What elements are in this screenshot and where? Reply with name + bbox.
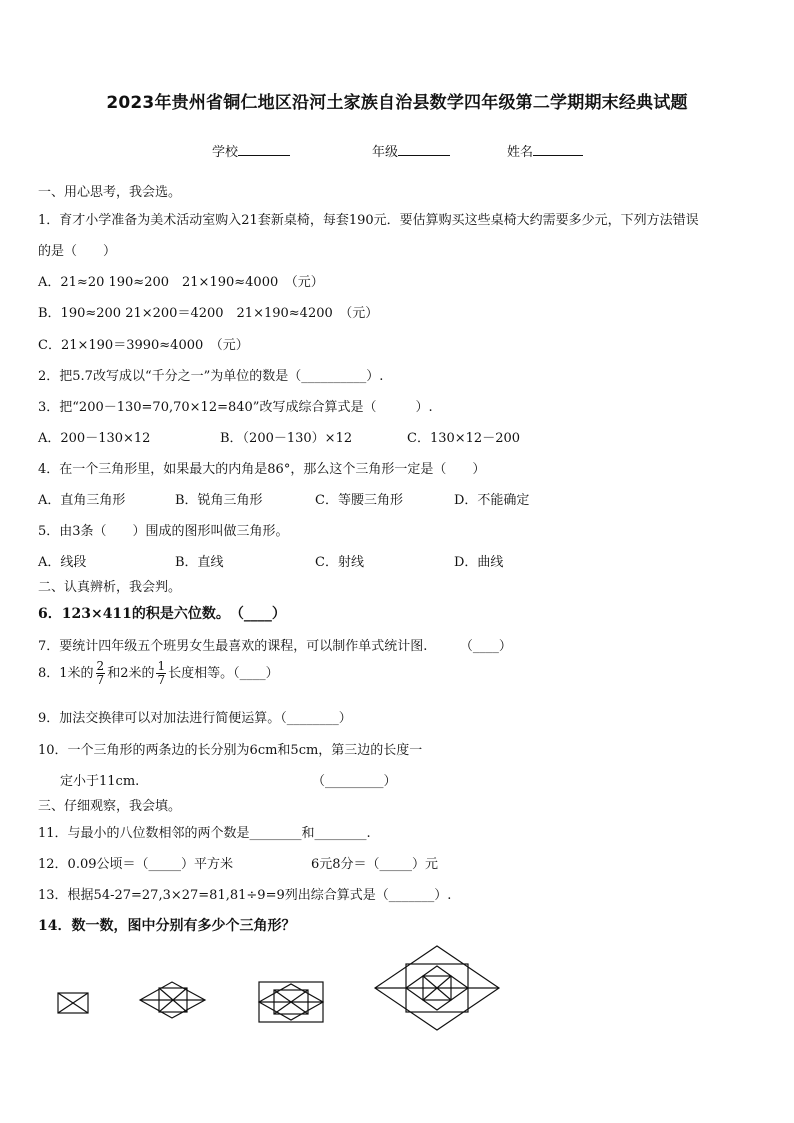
q4-option-b[interactable]: B．锐角三角形 [175, 493, 263, 508]
section-1-heading: 一、用心思考，我会选。 [38, 185, 182, 200]
name-label: 姓名 [507, 145, 534, 160]
q5-option-d[interactable]: D．曲线 [454, 555, 504, 570]
page-title: 2023年贵州省铜仁地区沿河土家族自治县数学四年级第二学期期末经典试题 [106, 93, 688, 113]
q10-stem-line1: 10．一个三角形的两条边的长分别为6cm和5cm，第三边的长度一 [38, 743, 423, 758]
q4-option-a[interactable]: A．直角三角形 [38, 493, 126, 508]
q1-option-a[interactable]: A．21≈20 190≈200 21×190≈4000 （元） [38, 275, 324, 290]
grade-label: 年级 [372, 145, 399, 160]
q8-suffix: 长度相等。（____） [168, 666, 279, 681]
q10-stem-line2: 定小于11cm. [60, 774, 140, 789]
q12-right: 6元8分＝（_____）元 [311, 857, 439, 872]
q7-stem: 7．要统计四年级五个班男女生最喜欢的课程，可以制作单式统计图. （____） [38, 639, 512, 654]
figure-4-nested-rhombus [375, 946, 499, 1030]
q9-stem: 9．加法交换律可以对加法进行简便运算。（________） [38, 711, 352, 726]
q1-stem-line2: 的是（ ） [38, 244, 117, 259]
q8-middle: 和2米的 [107, 666, 155, 681]
q13-stem: 13．根据54-27=27,3×27=81,81÷9=9列出综合算式是（_______）. [38, 888, 452, 903]
q4-option-d[interactable]: D．不能确定 [454, 493, 530, 508]
q4-stem: 4．在一个三角形里，如果最大的内角是86°，那么这个三角形一定是（ ） [38, 462, 486, 477]
q3-option-a[interactable]: A．200－130×12 [38, 431, 151, 446]
q1-stem-line1: 1．育才小学准备为美术活动室购入21套新桌椅，每套190元．要估算购买这些桌椅大约需要多少元，下列方法错误 [38, 213, 699, 228]
q5-option-b[interactable]: B．直线 [175, 555, 224, 570]
fraction-denominator: 7 [96, 673, 105, 687]
q3-option-b[interactable]: B．（200－130）×12 [220, 431, 353, 446]
fraction-numerator: 1 [157, 659, 166, 673]
q4-option-c[interactable]: C．等腰三角形 [315, 493, 403, 508]
q11-stem: 11．与最小的八位数相邻的两个数是________和________. [38, 826, 371, 841]
q1-option-b[interactable]: B．190≈200 21×200＝4200 21×190≈4200 （元） [38, 306, 379, 321]
q6-stem: 6．123×411的积是六位数。 （____） [38, 606, 286, 622]
q3-option-c[interactable]: C．130×12－200 [407, 431, 521, 446]
q5-option-a[interactable]: A．线段 [38, 555, 87, 570]
q12-left: 12．0.09公顷＝（_____）平方米 [38, 857, 233, 872]
fraction-numerator: 2 [96, 659, 105, 673]
q5-stem: 5．由3条（ ）围成的图形叫做三角形。 [38, 524, 289, 539]
q2-stem: 2．把5.7改写成以“千分之一”为单位的数是（__________）. [38, 369, 384, 384]
q14-stem: 14．数一数，图中分别有多少个三角形？ [38, 918, 296, 934]
figure-1-rectangle-diagonals [58, 993, 88, 1013]
figure-3-rectangle-rhombus [259, 982, 323, 1022]
q5-option-c[interactable]: C．射线 [315, 555, 364, 570]
q10-answer-blank[interactable]: （_________） [312, 774, 397, 789]
q3-stem: 3．把“200－130=70,70×12=840”改写成综合算式是（ ）. [38, 400, 433, 415]
section-2-heading: 二、认真辨析，我会判。 [38, 580, 182, 595]
fraction-denominator: 7 [157, 673, 166, 687]
section-3-heading: 三、仔细观察，我会填。 [38, 799, 182, 814]
q8-prefix: 8．1米的 [38, 666, 94, 681]
q1-option-c[interactable]: C．21×190＝3990≈4000 （元） [38, 338, 249, 353]
figure-2-rhombus [140, 982, 205, 1018]
school-label: 学校 [212, 145, 239, 160]
